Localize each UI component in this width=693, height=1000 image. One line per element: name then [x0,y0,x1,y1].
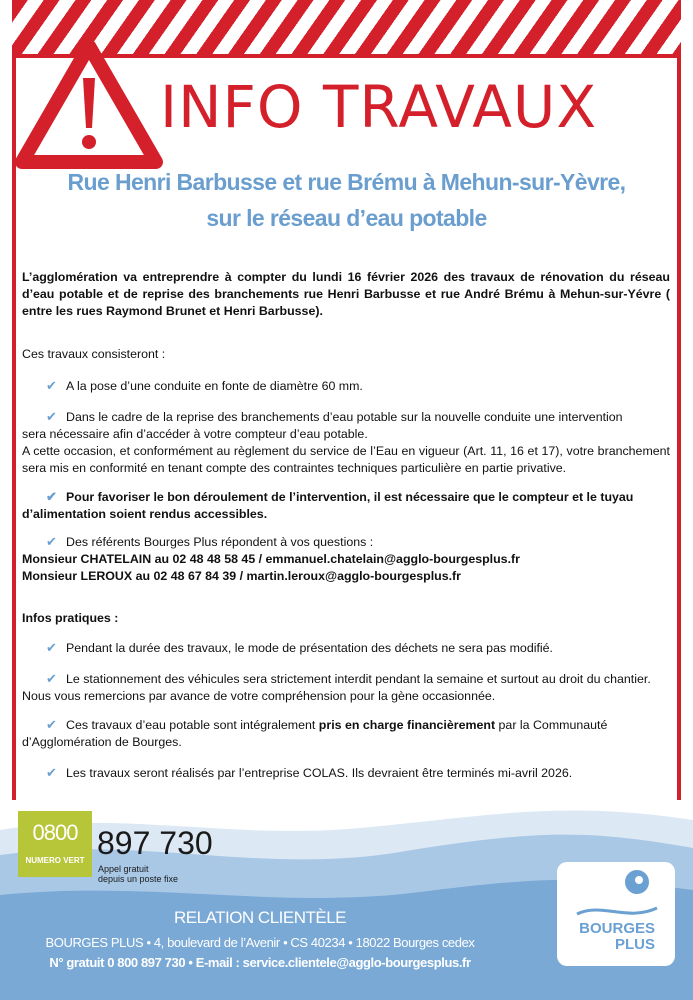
numero-vert-badge [18,811,92,877]
infos-item-4-text: Les travaux seront réalisés par l’entreprise COLAS. Ils devraient être terminés mi-avril 2026. [66,766,573,780]
contact-chatelain: Monsieur CHATELAIN au 02 48 48 58 45 / emmanuel.chatelain@agglo-bourgesplus.fr [22,552,520,566]
badge-number: 0800 [32,820,78,845]
works-item-1 [22,377,670,395]
contacts-block [22,533,670,585]
infos-item-1-text: Pendant la durée des travaux, le mode de présentation des déchets ne sera pas modifié. [66,641,553,655]
subtitle-line-2: sur le réseau d’eau potable [206,205,487,231]
contacts-intro: Des référents Bourges Plus répondent à vos questions : [66,535,374,549]
check-icon: ✔ [46,409,57,424]
works-item-2 [22,408,670,477]
infos-heading: Infos pratiques : [22,611,119,625]
bourges-plus-logo [557,862,675,966]
phone-note-line-2: depuis un poste fixe [98,874,179,884]
phone-note [98,864,178,884]
works-item-3 [22,488,670,523]
infos-item-3-post: par la Communauté [495,718,608,732]
check-icon: ✔ [46,640,57,655]
logo-text-plus: PLUS [614,936,655,953]
page-subtitle [20,164,673,236]
phone-note-line-1: Appel gratuit [98,864,149,874]
infos-item-3-bold: pris en charge financièrement [318,718,496,732]
check-icon: ✔ [46,671,57,686]
infos-item-2-line-2: Nous vous remercions par avance de votre compréhension pour la gène occasionnée. [22,689,496,703]
works-item-2-line-2: sera nécessaire afin d’accéder à votre compteur d’eau potable. [22,427,368,441]
infos-item-3-line-2: d’Agglomération de Bourges. [22,735,182,749]
footer-address: BOURGES PLUS • 4, boulevard de l’Avenir • CS 40234 • 18022 Bourges cedex [45,935,475,950]
infos-item-2-line-1: Le stationnement des véhicules sera strictement interdit pendant la semaine et surtout au droit du chantier. [66,672,651,686]
works-item-3-line-1: Pour favoriser le bon déroulement de l’intervention, il est nécessaire que le compteur et le tuyau [66,490,634,504]
relation-clientele-title: RELATION CLIENTÈLE [173,908,347,927]
contact-leroux: Monsieur LEROUX au 02 48 67 84 39 / martin.leroux@agglo-bourgesplus.fr [22,569,461,583]
infos-item-2 [22,670,670,705]
logo-text-bourges: BOURGES [579,920,655,937]
check-icon: ✔ [46,534,57,549]
subtitle-line-1: Rue Henri Barbusse et rue Brému à Mehun-sur-Yèvre, [67,169,626,195]
warning-triangle-icon [14,38,164,170]
works-heading: Ces travaux consisteront : [22,347,166,361]
infos-item-3 [22,716,670,751]
works-item-3-line-2: d’alimentation soient rendus accessibles. [22,507,268,521]
works-item-2-line-1: Dans le cadre de la reprise des branchements d’eau potable sur la nouvelle conduite une intervention [66,410,623,424]
badge-label: NUMERO VERT [25,856,85,865]
footer-contact-line: N° gratuit 0 800 897 730 • E-mail : service.clientele@agglo-bourgesplus.fr [49,955,471,970]
check-icon: ✔ [46,378,57,393]
infos-item-1 [22,639,670,657]
phone-number: 897 730 [97,825,213,861]
works-item-2-paragraph: A cette occasion, et conformément au règlement du service de l’Eau en vigueur (Art. 11, 16 et 17), votre branchement sera mis en conformité en tenant compte des contraintes techniques particulière en partie privative. [22,444,670,475]
check-icon: ✔ [46,765,57,780]
intro-paragraph: L’agglomération va entreprendre à compter du lundi 16 février 2026 des travaux de rénovation du réseau d’eau potable et de reprise des branchements rue Henri Barbusse et rue André Brému à Mehun-sur-Yévre ( entre les rues Raymond Brunet et Henri Barbusse). [22,270,670,318]
page-title: INFO TRAVAUX [160,73,598,141]
works-item-1-text: A la pose d’une conduite en fonte de diamètre 60 mm. [66,379,363,393]
infos-item-3-pre: Ces travaux d’eau potable sont intégralement [66,718,319,732]
infos-item-4 [22,764,670,782]
check-icon: ✔ [46,489,57,504]
check-icon: ✔ [46,717,57,732]
